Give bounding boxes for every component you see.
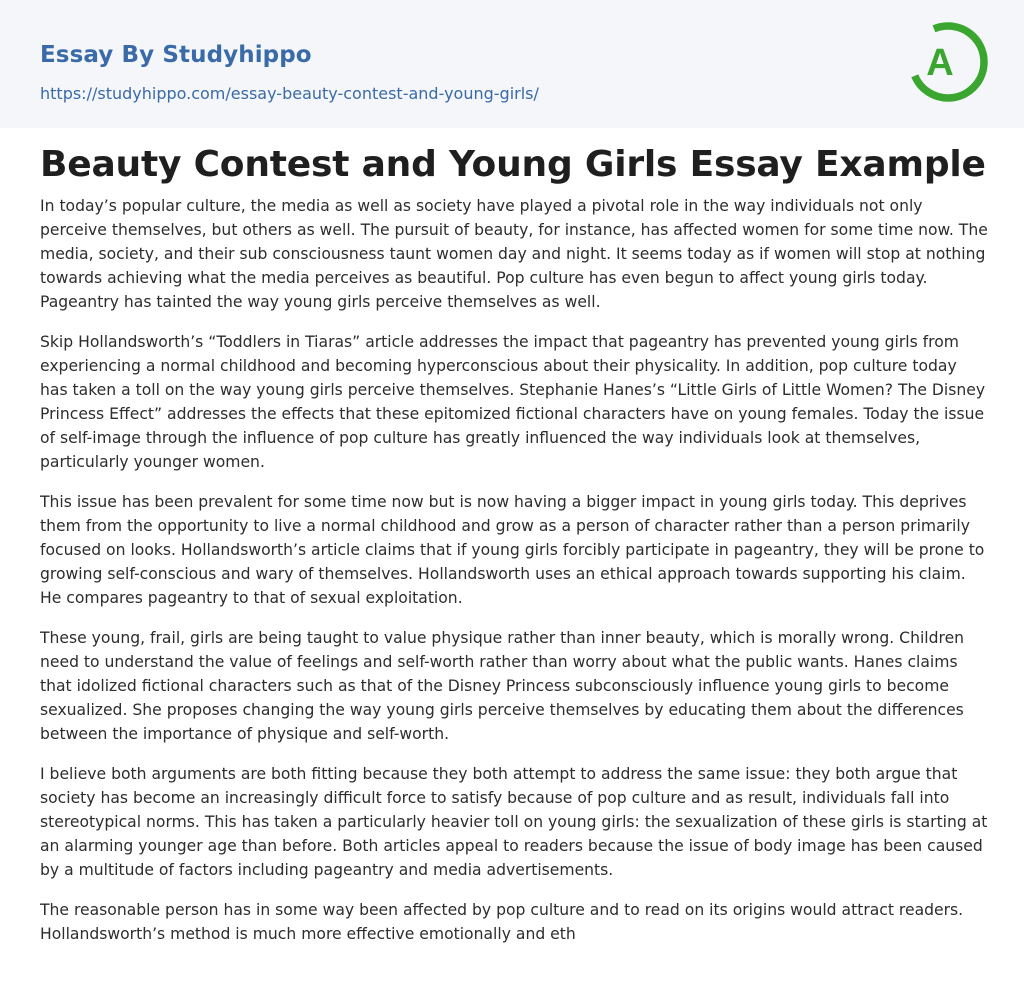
article-paragraph: The reasonable person has in some way been affected by pop culture and to read on its origins would attract readers. Hollandsworth’s method is much more effective emotionally and eth <box>40 901 964 943</box>
article-paragraph: Skip Hollandsworth’s “Toddlers in Tiaras” article addresses the impact that pageantry has prevented young girls from experiencing a normal childhood and becoming hyperconscious about their physicality. In addition, pop culture today has taken a toll on the way young girls perceive themselves. Stephanie Hanes’s “Little Girls of Little Women? The Disney Princess Effect” addresses the effects that these epitomized fictional characters have on young females. Today the issue of self-image through the influence of pop culture has greatly influenced the way individuals look at themselves, particularly younger women. <box>40 333 986 471</box>
article-paragraph: I believe both arguments are both fitting because they both attempt to address the same issue: they both argue that society has become an increasingly difficult force to satisfy because of pop culture and as result, individuals fall into stereotypical norms. This has taken a particularly heavier toll on young girls: the sexualization of these girls is starting at an alarming younger age than before. Both articles appeal to readers because the issue of body image has been caused by a multitude of factors including pageantry and media advertisements. <box>40 765 988 879</box>
page-url-link[interactable]: https://studyhippo.com/essay-beauty-contest-and-young-girls/ <box>40 84 539 103</box>
article-paragraph: This issue has been prevalent for some time now but is now having a bigger impact in young girls today. This deprives them from the opportunity to live a normal childhood and grow as a person of character rather than a person primarily focused on looks. Hollandsworth’s article claims that if young girls forcibly participate in pageantry, they will be prone to growing self-conscious and wary of themselves. Hollandsworth uses an ethical approach towards supporting his claim. He compares pageantry to that of sexual exploitation. <box>40 493 985 607</box>
svg-text:A: A <box>926 42 954 84</box>
article-paragraph: These young, frail, girls are being taught to value physique rather than inner beauty, which is morally wrong. Children need to understand the value of feelings and self-worth rather than worry about what the public wants. Hanes claims that idolized fictional characters such as that of the Disney Princess subconsciously influence young girls to become sexualized. She proposes changing the way young girls perceive themselves by educating them about the differences between the importance of physique and self-worth. <box>40 629 965 743</box>
site-brand[interactable]: Essay By Studyhippo <box>40 42 312 68</box>
article-body <box>40 194 988 962</box>
site-header <box>0 0 1024 128</box>
article-paragraph: In today’s popular culture, the media as well as society have played a pivotal role in the way individuals not only perceive themselves, but others as well. The pursuit of beauty, for instance, has affected women for some time now. The media, society, and their sub consciousness taunt women day and night. It seems today as if women will stop at nothing towards achieving what the media perceives as beautiful. Pop culture has even begun to affect young girls today. Pageantry has tainted the way young girls perceive themselves as well. <box>40 197 988 311</box>
article-title: Beauty Contest and Young Girls Essay Example <box>40 144 986 185</box>
studyhippo-logo[interactable] <box>908 18 988 106</box>
